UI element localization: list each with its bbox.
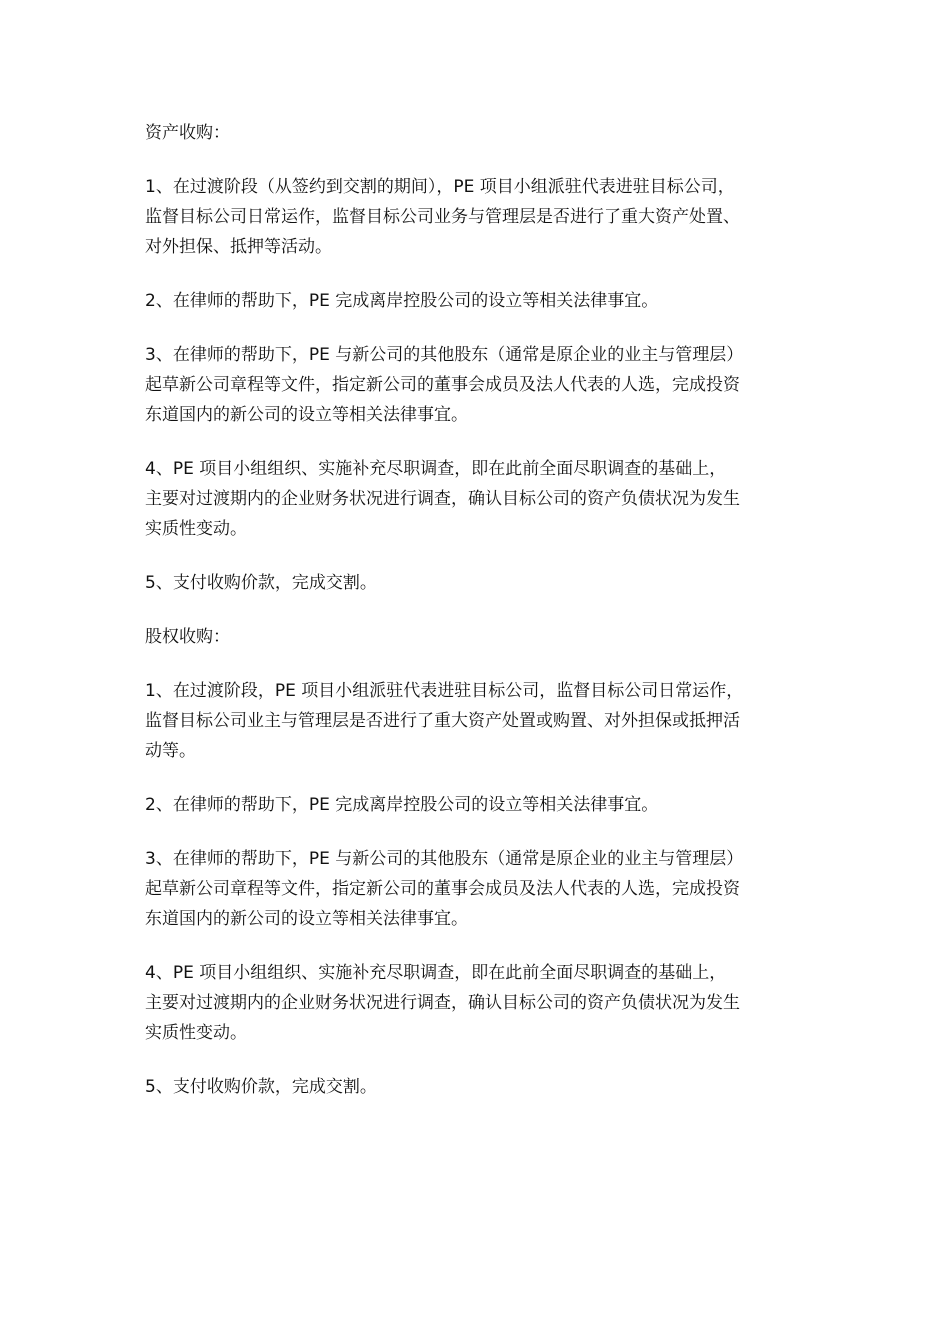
text-line: 东道国内的新公司的设立等相关法律事宜。 xyxy=(145,405,468,425)
list-item xyxy=(145,676,810,766)
list-item xyxy=(145,568,810,598)
text-line: 监督目标公司业主与管理层是否进行了重大资产处置或购置、对外担保或抵押活 xyxy=(145,711,740,731)
text-line: 实质性变动。 xyxy=(145,519,247,539)
text-line: 4、PE 项目小组组织、实施补充尽职调查，即在此前全面尽职调查的基础上， xyxy=(145,963,727,983)
text-line: 2、在律师的帮助下，PE 完成离岸控股公司的设立等相关法律事宜。 xyxy=(145,795,659,815)
section-heading: 资产收购： xyxy=(145,123,230,143)
text-line: 5、支付收购价款，完成交割。 xyxy=(145,573,377,593)
text-line: 东道国内的新公司的设立等相关法律事宜。 xyxy=(145,909,468,929)
list-item xyxy=(145,454,810,544)
text-line: 2、在律师的帮助下，PE 完成离岸控股公司的设立等相关法律事宜。 xyxy=(145,291,659,311)
text-line: 起草新公司章程等文件，指定新公司的董事会成员及法人代表的人选，完成投资 xyxy=(145,879,740,899)
text-line: 主要对过渡期内的企业财务状况进行调查，确认目标公司的资产负债状况为发生 xyxy=(145,489,740,509)
text-line: 监督目标公司日常运作，监督目标公司业务与管理层是否进行了重大资产处置、 xyxy=(145,207,740,227)
text-line: 3、在律师的帮助下，PE 与新公司的其他股东（通常是原企业的业主与管理层） xyxy=(145,849,744,869)
list-item xyxy=(145,844,810,934)
list-item xyxy=(145,340,810,430)
text-line: 主要对过渡期内的企业财务状况进行调查，确认目标公司的资产负债状况为发生 xyxy=(145,993,740,1013)
text-line: 3、在律师的帮助下，PE 与新公司的其他股东（通常是原企业的业主与管理层） xyxy=(145,345,744,365)
text-line: 4、PE 项目小组组织、实施补充尽职调查，即在此前全面尽职调查的基础上， xyxy=(145,459,727,479)
list-item xyxy=(145,1072,810,1102)
section-equity-acquisition xyxy=(145,622,810,1102)
text-line: 起草新公司章程等文件，指定新公司的董事会成员及法人代表的人选，完成投资 xyxy=(145,375,740,395)
text-line: 1、在过渡阶段（从签约到交割的期间），PE 项目小组派驻代表进驻目标公司， xyxy=(145,177,735,197)
list-item xyxy=(145,172,810,262)
text-line: 5、支付收购价款，完成交割。 xyxy=(145,1077,377,1097)
section-asset-acquisition xyxy=(145,118,810,598)
text-line: 动等。 xyxy=(145,741,196,761)
document-body xyxy=(145,118,810,1126)
section-heading: 股权收购： xyxy=(145,627,230,647)
text-line: 对外担保、抵押等活动。 xyxy=(145,237,332,257)
text-line: 1、在过渡阶段，PE 项目小组派驻代表进驻目标公司，监督目标公司日常运作， xyxy=(145,681,744,701)
list-item xyxy=(145,790,810,820)
text-line: 实质性变动。 xyxy=(145,1023,247,1043)
list-item xyxy=(145,286,810,316)
list-item xyxy=(145,958,810,1048)
